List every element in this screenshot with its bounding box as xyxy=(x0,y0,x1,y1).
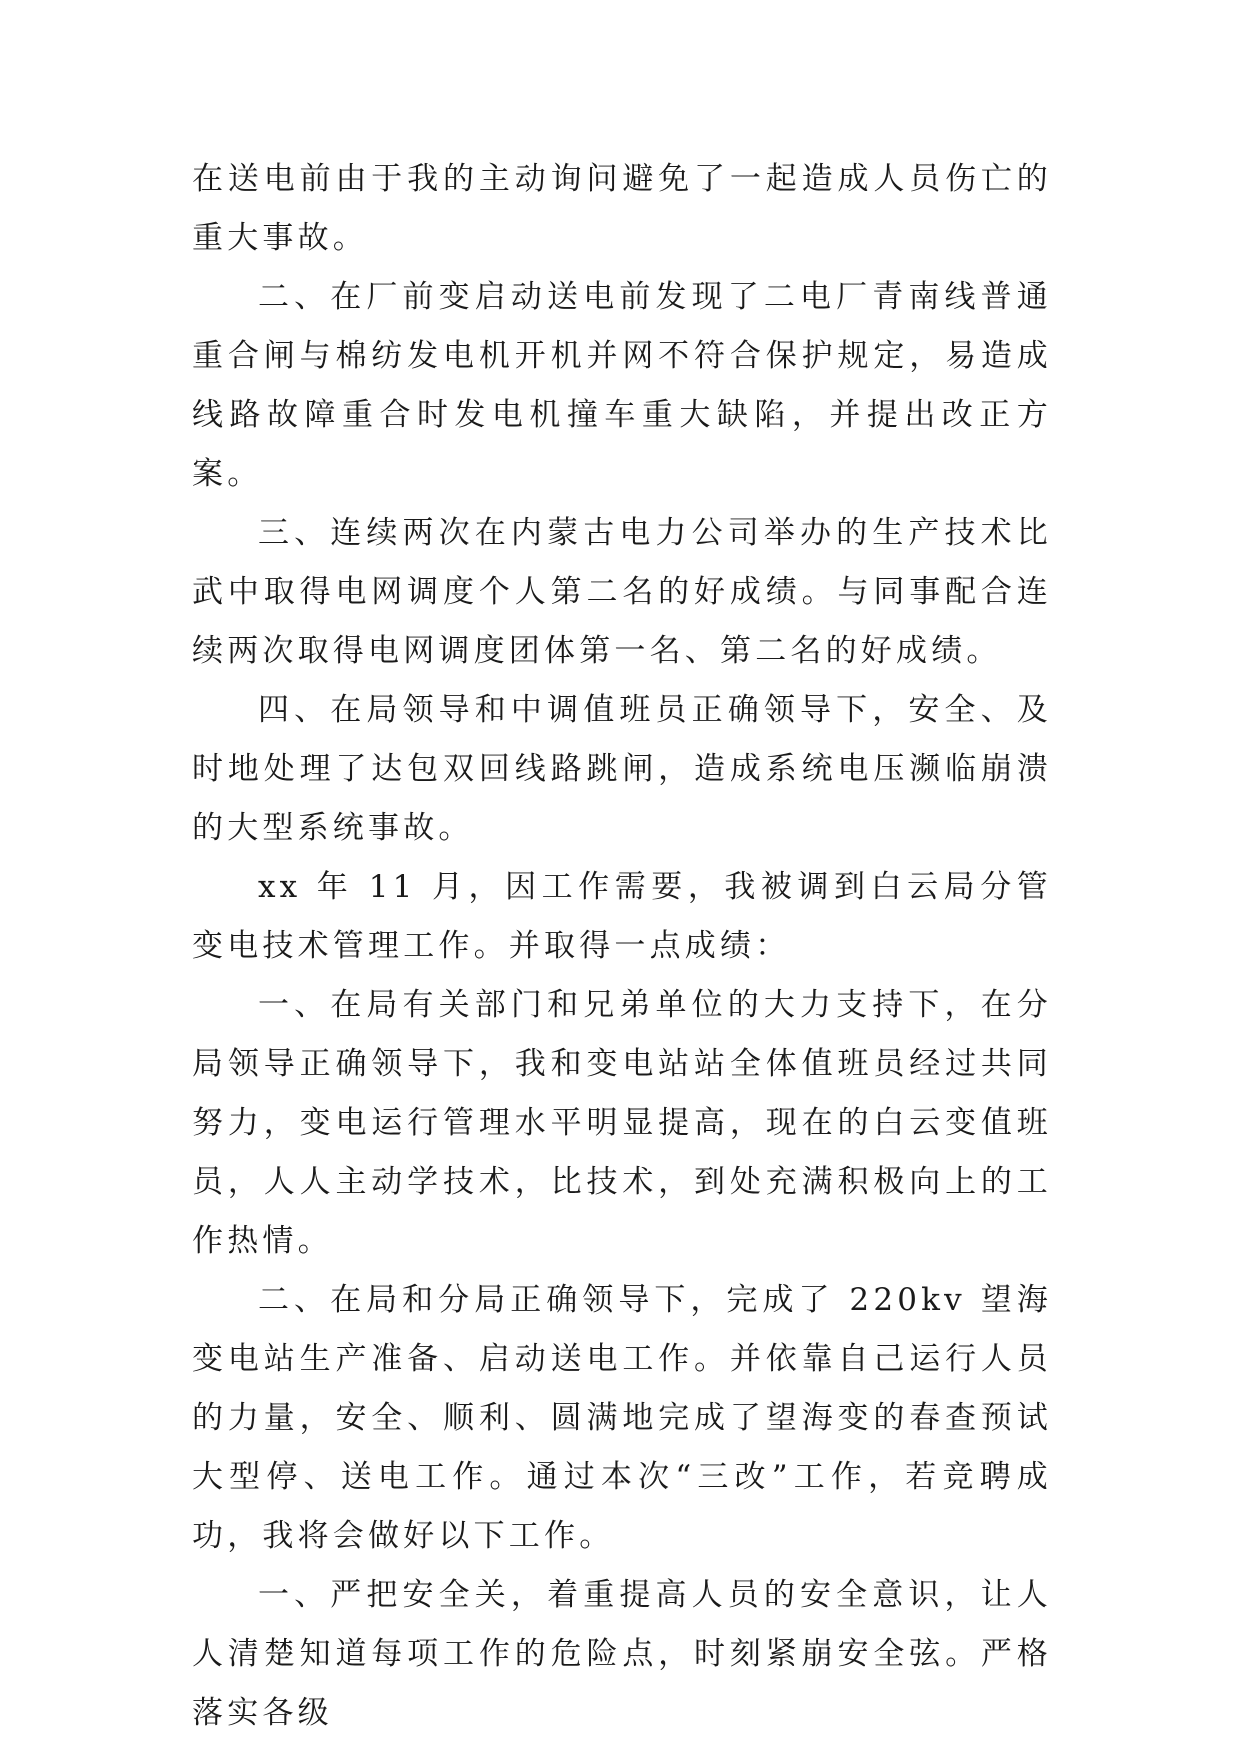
paragraph-1: 在送电前由于我的主动询问避免了一起造成人员伤亡的重大事故。 xyxy=(192,161,1052,256)
paragraph-2: 二、在厂前变启动送电前发现了二电厂青南线普通重合闸与棉纺发电机开机并网不符合保护规定，易造成线路故障重合时发电机撞车重大缺陷，并提出改正方案。 xyxy=(192,279,1052,492)
paragraph-3: 三、连续两次在内蒙古电力公司举办的生产技术比武中取得电网调度个人第二名的好成绩。与同事配合连续两次取得电网调度团体第一名、第二名的好成绩。 xyxy=(192,515,1052,669)
paragraph-4: 四、在局领导和中调值班员正确领导下，安全、及时地处理了达包双回线路跳闸，造成系统电压濒临崩溃的大型系统事故。 xyxy=(192,692,1052,846)
paragraph-5: xx 年 11 月，因工作需要，我被调到白云局分管变电技术管理工作。并取得一点成绩： xyxy=(192,869,1052,964)
paragraph-8: 一、严把安全关，着重提高人员的安全意识，让人人清楚知道每项工作的危险点，时刻紧崩安全弦。严格落实各级 xyxy=(192,1577,1052,1731)
paragraph-6: 一、在局有关部门和兄弟单位的大力支持下，在分局领导正确领导下，我和变电站站全体值班员经过共同努力，变电运行管理水平明显提高，现在的白云变值班员，人人主动学技术，比技术，到处充满积极向上的工作热情。 xyxy=(192,987,1052,1259)
paragraph-7: 二、在局和分局正确领导下，完成了 220kv 望海变电站生产准备、启动送电工作。并依靠自己运行人员的力量，安全、顺利、圆满地完成了望海变的春查预试大型停、送电工作。通过本次“三改”工作，若竞聘成功，我将会做好以下工作。 xyxy=(192,1282,1052,1554)
document-body xyxy=(192,150,1052,1743)
